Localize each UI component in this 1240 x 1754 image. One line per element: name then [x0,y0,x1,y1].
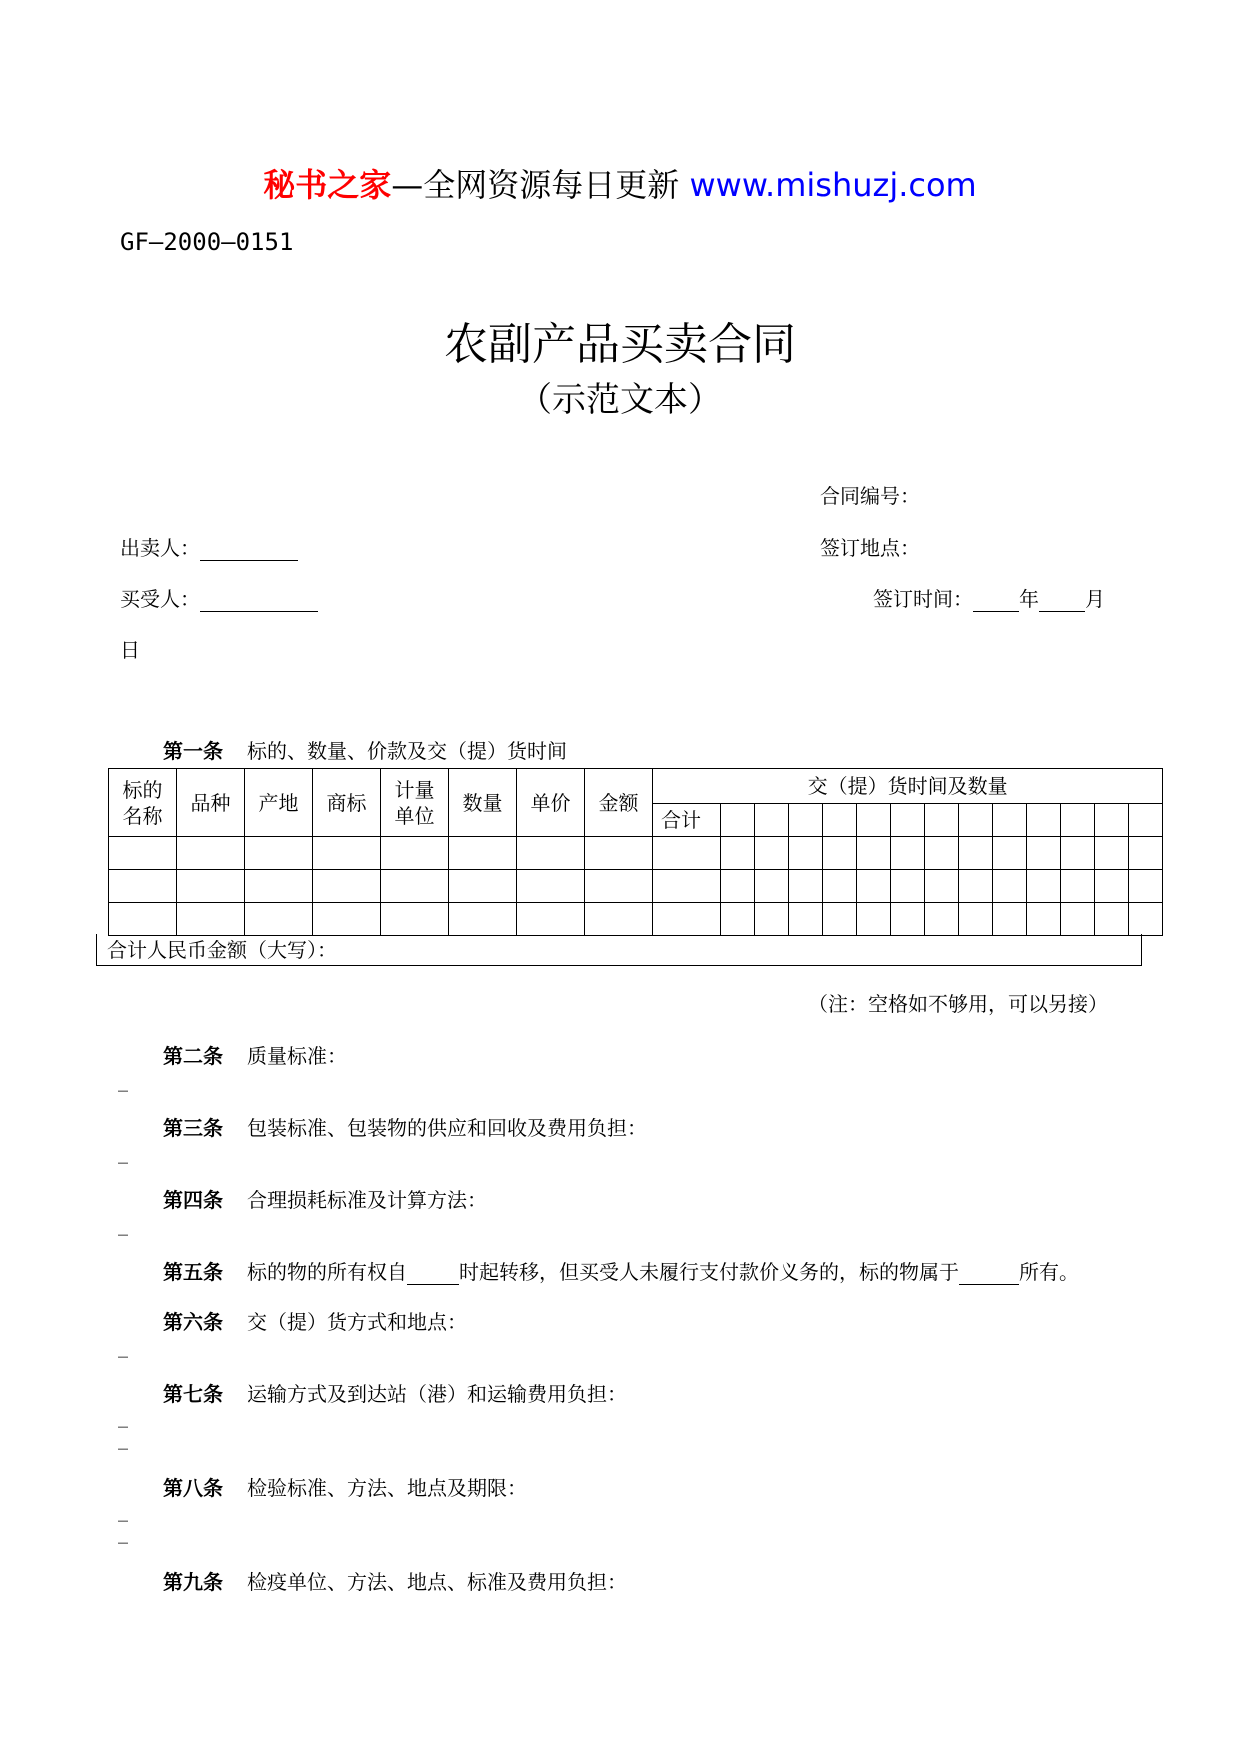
table-cell[interactable] [1027,837,1061,870]
article-2-num: 第二条 [163,1044,223,1068]
table-row [109,837,1163,870]
table-cell[interactable] [857,903,891,936]
table-cell[interactable] [109,837,177,870]
table-cell[interactable] [789,870,823,903]
table-cell[interactable] [823,903,857,936]
table-cell[interactable] [891,903,925,936]
sign-time-label: 签订时间： [873,587,973,611]
table-cell[interactable] [517,837,585,870]
banner-brand: 秘书之家 [263,166,392,204]
blank-line[interactable]: _ [118,1140,128,1164]
col-header-origin: 产地 [245,769,313,837]
article-5-num: 第五条 [163,1260,223,1284]
article-5-text-3: 所有。 [1019,1260,1079,1284]
table-cell[interactable] [721,870,755,903]
col-header-trademark: 商标 [313,769,381,837]
site-banner [0,160,1240,206]
article-1-num: 第一条 [163,739,223,763]
table-row [109,903,1163,936]
table-cell[interactable] [449,870,517,903]
table-cell[interactable] [653,903,721,936]
table-cell[interactable] [789,837,823,870]
table-cell[interactable] [959,870,993,903]
table-cell[interactable] [1061,903,1095,936]
table-note: （注：空格如不够用，可以另接） [808,992,1108,1016]
col-header-unit-text: 计量单位 [394,777,435,828]
article-9-num: 第九条 [163,1570,223,1594]
col-header-name-text: 标的名称 [122,777,163,828]
delivery-cell[interactable] [755,804,789,837]
table-cell[interactable] [755,837,789,870]
table-cell[interactable] [585,903,653,936]
blank-line[interactable]: _ [118,1520,128,1544]
document-code: GF—2000—0151 [120,228,294,256]
contract-number-label: 合同编号： [820,484,920,508]
col-header-name [109,769,177,837]
col-header-delivery: 交（提）货时间及数量 [653,769,1163,804]
ownership-transfer-blank[interactable] [407,1264,459,1285]
table-cell[interactable] [959,903,993,936]
table-cell[interactable] [755,870,789,903]
delivery-cell[interactable] [789,804,823,837]
table-cell[interactable] [245,870,313,903]
goods-table [108,768,1163,936]
table-cell[interactable] [1095,837,1129,870]
table-cell[interactable] [245,903,313,936]
month-label: 月 [1085,587,1105,611]
table-cell[interactable] [313,837,381,870]
table-cell[interactable] [449,903,517,936]
article-9 [163,1566,627,1595]
seller-blank[interactable] [200,540,298,561]
article-9-text: 检疫单位、方法、地点、标准及费用负担： [247,1570,627,1594]
year-blank[interactable] [973,591,1019,612]
article-6 [163,1306,467,1335]
table-cell[interactable] [653,837,721,870]
article-8-num: 第八条 [163,1476,223,1500]
article-7 [163,1378,627,1407]
blank-line[interactable]: _ [118,1426,128,1450]
table-cell[interactable] [993,903,1027,936]
blank-line[interactable]: _ [118,1498,128,1522]
table-cell[interactable] [313,870,381,903]
page-subtitle: （示范文本） [518,380,722,420]
seller-field [120,532,298,561]
table-cell[interactable] [925,837,959,870]
blank-line[interactable]: _ [118,1068,128,1092]
table-cell[interactable] [823,837,857,870]
article-7-num: 第七条 [163,1382,223,1406]
delivery-cell[interactable] [1095,804,1129,837]
table-cell[interactable] [177,837,245,870]
article-3-num: 第三条 [163,1116,223,1140]
article-4 [163,1184,487,1213]
delivery-cell[interactable] [1129,804,1163,837]
table-cell[interactable] [1129,870,1163,903]
table-cell[interactable] [585,870,653,903]
article-3 [163,1112,647,1141]
table-cell[interactable] [109,870,177,903]
col-header-unit-price: 单价 [517,769,585,837]
table-cell[interactable] [891,837,925,870]
article-2 [163,1040,347,1069]
table-cell[interactable] [857,870,891,903]
article-6-text: 交（提）货方式和地点： [247,1310,467,1334]
page-title: 农副产品买卖合同 [444,319,796,370]
article-2-text: 质量标准： [247,1044,347,1068]
table-cell[interactable] [1129,903,1163,936]
buyer-blank[interactable] [200,591,318,612]
table-cell[interactable] [857,837,891,870]
table-cell[interactable] [177,870,245,903]
delivery-cell[interactable] [721,804,755,837]
table-cell[interactable] [245,837,313,870]
table-cell[interactable] [381,870,449,903]
table-cell[interactable] [653,870,721,903]
blank-line[interactable]: _ [118,1334,128,1358]
table-cell[interactable] [1129,837,1163,870]
table-cell[interactable] [1027,870,1061,903]
table-cell[interactable] [517,903,585,936]
col-header-subtotal: 合计 [653,804,721,837]
table-cell[interactable] [891,870,925,903]
table-cell[interactable] [1095,903,1129,936]
table-cell[interactable] [1095,870,1129,903]
article-4-num: 第四条 [163,1188,223,1212]
delivery-cell[interactable] [993,804,1027,837]
buyer-field [120,583,318,612]
month-blank[interactable] [1039,591,1085,612]
col-header-variety: 品种 [177,769,245,837]
sign-place-label: 签订地点： [820,536,920,560]
buyer-label: 买受人： [120,587,200,611]
total-amount-row[interactable]: 合计人民币金额（大写）： [96,934,1142,966]
table-cell[interactable] [755,903,789,936]
col-header-quantity: 数量 [449,769,517,837]
table-cell[interactable] [789,903,823,936]
col-header-unit [381,769,449,837]
table-header-row [109,769,1163,804]
delivery-cell[interactable] [823,804,857,837]
article-1-text: 标的、数量、价款及交（提）货时间 [247,739,567,763]
table-row [109,870,1163,903]
day-label: 日 [120,638,140,662]
table-cell[interactable] [959,837,993,870]
seller-label: 出卖人： [120,536,200,560]
article-5 [163,1256,1079,1285]
delivery-cell[interactable] [1061,804,1095,837]
sign-time-field [873,583,1105,612]
table-cell[interactable] [517,870,585,903]
table-cell[interactable] [721,903,755,936]
delivery-cell[interactable] [959,804,993,837]
blank-line[interactable]: _ [118,1404,128,1428]
year-label: 年 [1019,587,1039,611]
article-4-text: 合理损耗标准及计算方法： [247,1188,487,1212]
table-cell[interactable] [177,903,245,936]
blank-line[interactable]: _ [118,1212,128,1236]
article-8-text: 检验标准、方法、地点及期限： [247,1476,527,1500]
article-5-text-2: 时起转移，但买受人未履行支付款价义务的，标的物属于 [459,1260,959,1284]
article-1 [163,735,567,764]
table-cell[interactable] [449,837,517,870]
article-6-num: 第六条 [163,1310,223,1334]
article-7-text: 运输方式及到达站（港）和运输费用负担： [247,1382,627,1406]
table-cell[interactable] [585,837,653,870]
table-cell[interactable] [993,870,1027,903]
delivery-cell[interactable] [891,804,925,837]
table-cell[interactable] [1061,837,1095,870]
table-cell[interactable] [109,903,177,936]
table-cell[interactable] [1061,870,1095,903]
table-cell[interactable] [993,837,1027,870]
table-cell[interactable] [313,903,381,936]
ownership-owner-blank[interactable] [959,1264,1019,1285]
delivery-cell[interactable] [1027,804,1061,837]
table-cell[interactable] [823,870,857,903]
delivery-cell[interactable] [925,804,959,837]
banner-tagline: —全网资源每日更新 [391,166,690,204]
article-8 [163,1472,527,1501]
banner-site-link[interactable]: www.mishuzj.com [689,166,977,204]
col-header-amount: 金额 [585,769,653,837]
table-cell[interactable] [721,837,755,870]
table-cell[interactable] [925,870,959,903]
delivery-cell[interactable] [857,804,891,837]
article-5-text-1: 标的物的所有权自 [247,1260,407,1284]
article-3-text: 包装标准、包装物的供应和回收及费用负担： [247,1116,647,1140]
table-cell[interactable] [381,903,449,936]
table-cell[interactable] [925,903,959,936]
table-cell[interactable] [381,837,449,870]
table-cell[interactable] [1027,903,1061,936]
